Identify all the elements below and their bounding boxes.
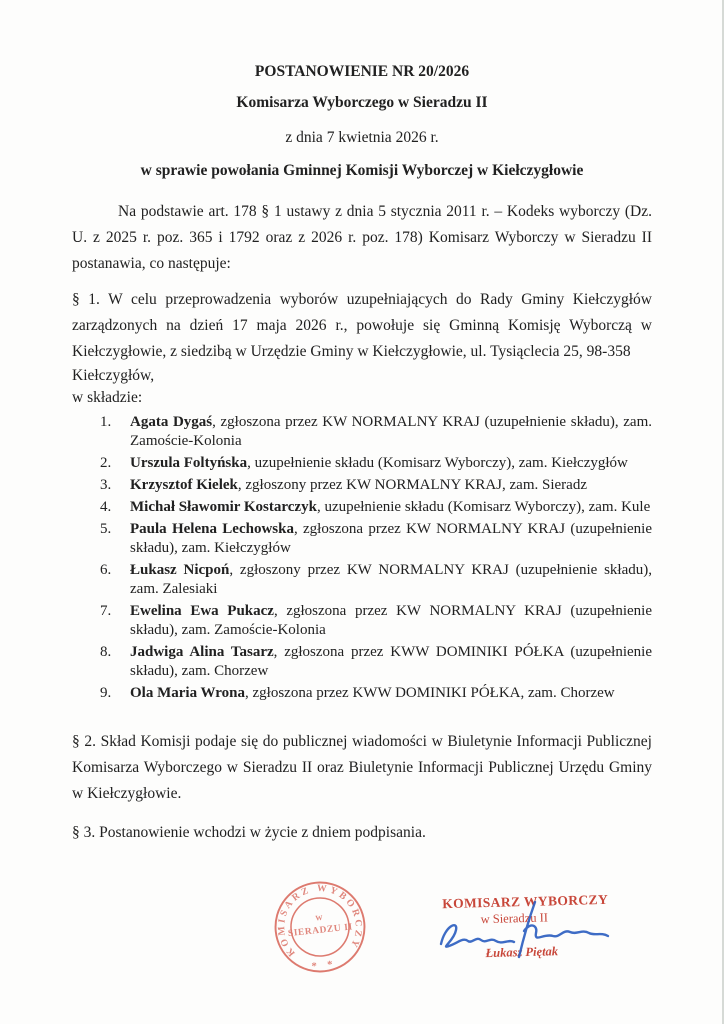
member-row [72, 602, 652, 640]
member-name: Agata Dygaś [130, 414, 213, 430]
member-list [72, 413, 652, 703]
member-number: 2. [100, 455, 112, 471]
date-line: z dnia 7 kwietnia 2026 r. [285, 129, 439, 146]
member-text: , zgłoszony przez KW NORMALNY KRAJ (uzupełnienie składu), zam. Zalesiaki [130, 562, 652, 597]
signature-stroke-left [441, 925, 514, 946]
member-number: 9. [100, 685, 112, 701]
paragraph-1: § 1. W celu przeprowadzenia wyborów uzupełniających do Rady Gminy Kiełczygłów zarządzonych na dzień 17 maja 2026 r., powołuje się Gminną Komisję Wyborczą w Kiełczygłowie, z siedzibą w Urzędzie Gminy w Kiełczygłowie, ul. Tysiąclecia 25, 98-358 [72, 291, 652, 360]
member-text: , uzupełnienie składu (Komisarz Wyborczy), zam. Kiełczygłów [247, 455, 628, 471]
member-text: , zgłoszona przez KW NORMALNY KRAJ (uzupełnienie składu), zam. Kiełczygłów [130, 521, 652, 556]
member-number: 7. [100, 603, 112, 619]
member-text: , zgłoszona przez KWW DOMINIKI PÓŁKA, zam. Chorzew [245, 685, 615, 701]
member-row [72, 561, 652, 599]
member-name: Ewelina Ewa Pukacz [130, 603, 274, 619]
member-row [72, 454, 652, 473]
member-name: Paula Helena Lechowska [130, 521, 294, 537]
member-name: Michał Sławomir Kostarczyk [130, 499, 317, 515]
member-row [72, 643, 652, 681]
member-text: , uzupełnienie składu (Komisarz Wyborczy), zam. Kule [316, 499, 651, 515]
member-number: 8. [100, 644, 112, 660]
member-row [72, 498, 652, 517]
member-name: Ola Maria Wrona [130, 685, 246, 701]
seal-center-small: W [315, 913, 324, 923]
paragraph-1-continuation: Kiełczygłów, [72, 367, 155, 384]
member-name: Krzysztof Kielek [130, 477, 238, 493]
subject-line: w sprawie powołania Gminnej Komisji Wyborczej w Kiełczygłowie [140, 162, 584, 179]
member-number: 6. [100, 562, 112, 578]
member-text: , zgłoszony przez KW NORMALNY KRAJ, zam. Sieradz [237, 477, 587, 493]
round-seal [262, 869, 378, 985]
member-number: 4. [100, 499, 112, 515]
paragraph-1-tail: w składzie: [72, 389, 143, 406]
signature-stroke-right [519, 902, 608, 957]
seal-stars: * * [311, 959, 338, 973]
member-name: Urszula Foltyńska [130, 455, 248, 471]
document-content [72, 0, 652, 842]
signature-block [425, 888, 630, 978]
member-number: 5. [100, 521, 112, 537]
member-text: , zgłoszona przez KW NORMALNY KRAJ (uzupełnienie składu), zam. Zamoście-Kolonia [130, 414, 652, 449]
member-row [72, 684, 652, 703]
intro-paragraph: Na podstawie art. 178 § 1 ustawy z dnia 5 stycznia 2011 r. – Kodeks wyborczy (Dz. U. z 2025 r. poz. 365 i 1792 oraz z 2026 r. poz. 178) Komisarz Wyborczy w Sieradzu II postanawia, co następuje: [72, 203, 652, 272]
member-text: , zgłoszona przez KWW DOMINIKI PÓŁKA (uzupełnienie składu), zam. Chorzew [130, 644, 652, 679]
member-row [72, 413, 652, 451]
signer-name: Łukasz Piętak [485, 944, 559, 961]
member-number: 1. [100, 414, 112, 430]
seal-ring-text: KOMISARZ WYBORCZY [275, 882, 364, 959]
doc-subtitle: Komisarza Wyborczego w Sieradzu II [236, 94, 488, 111]
paragraph-2: § 2. Skład Komisji podaje się do publicznej wiadomości w Biuletynie Informacji Publicznej Komisarza Wyborczego w Sieradzu II oraz Biuletynie Informacji Publicznej Urzędu Gminy w Kiełczygłowie. [72, 733, 652, 802]
member-row [72, 476, 652, 495]
paragraph-3: § 3. Postanowienie wchodzi w życie z dniem podpisania. [72, 824, 426, 841]
signature-stamp-line1: KOMISARZ WYBORCZY [442, 891, 609, 912]
member-name: Jadwiga Alina Tasarz [130, 644, 274, 660]
signature-stamp-line2: w Sieradzu II [480, 910, 549, 927]
seal-center-text: SIERADZU II [287, 922, 354, 940]
member-number: 3. [100, 477, 112, 493]
member-row [72, 520, 652, 558]
handwritten-signature-ink [425, 900, 625, 970]
member-name: Łukasz Nicpoń [130, 562, 230, 578]
member-text: , zgłoszona przez KW NORMALNY KRAJ (uzupełnienie składu), zam. Zamoście-Kolonia [130, 603, 652, 638]
doc-title: POSTANOWIENIE NR 20/2026 [254, 63, 470, 80]
